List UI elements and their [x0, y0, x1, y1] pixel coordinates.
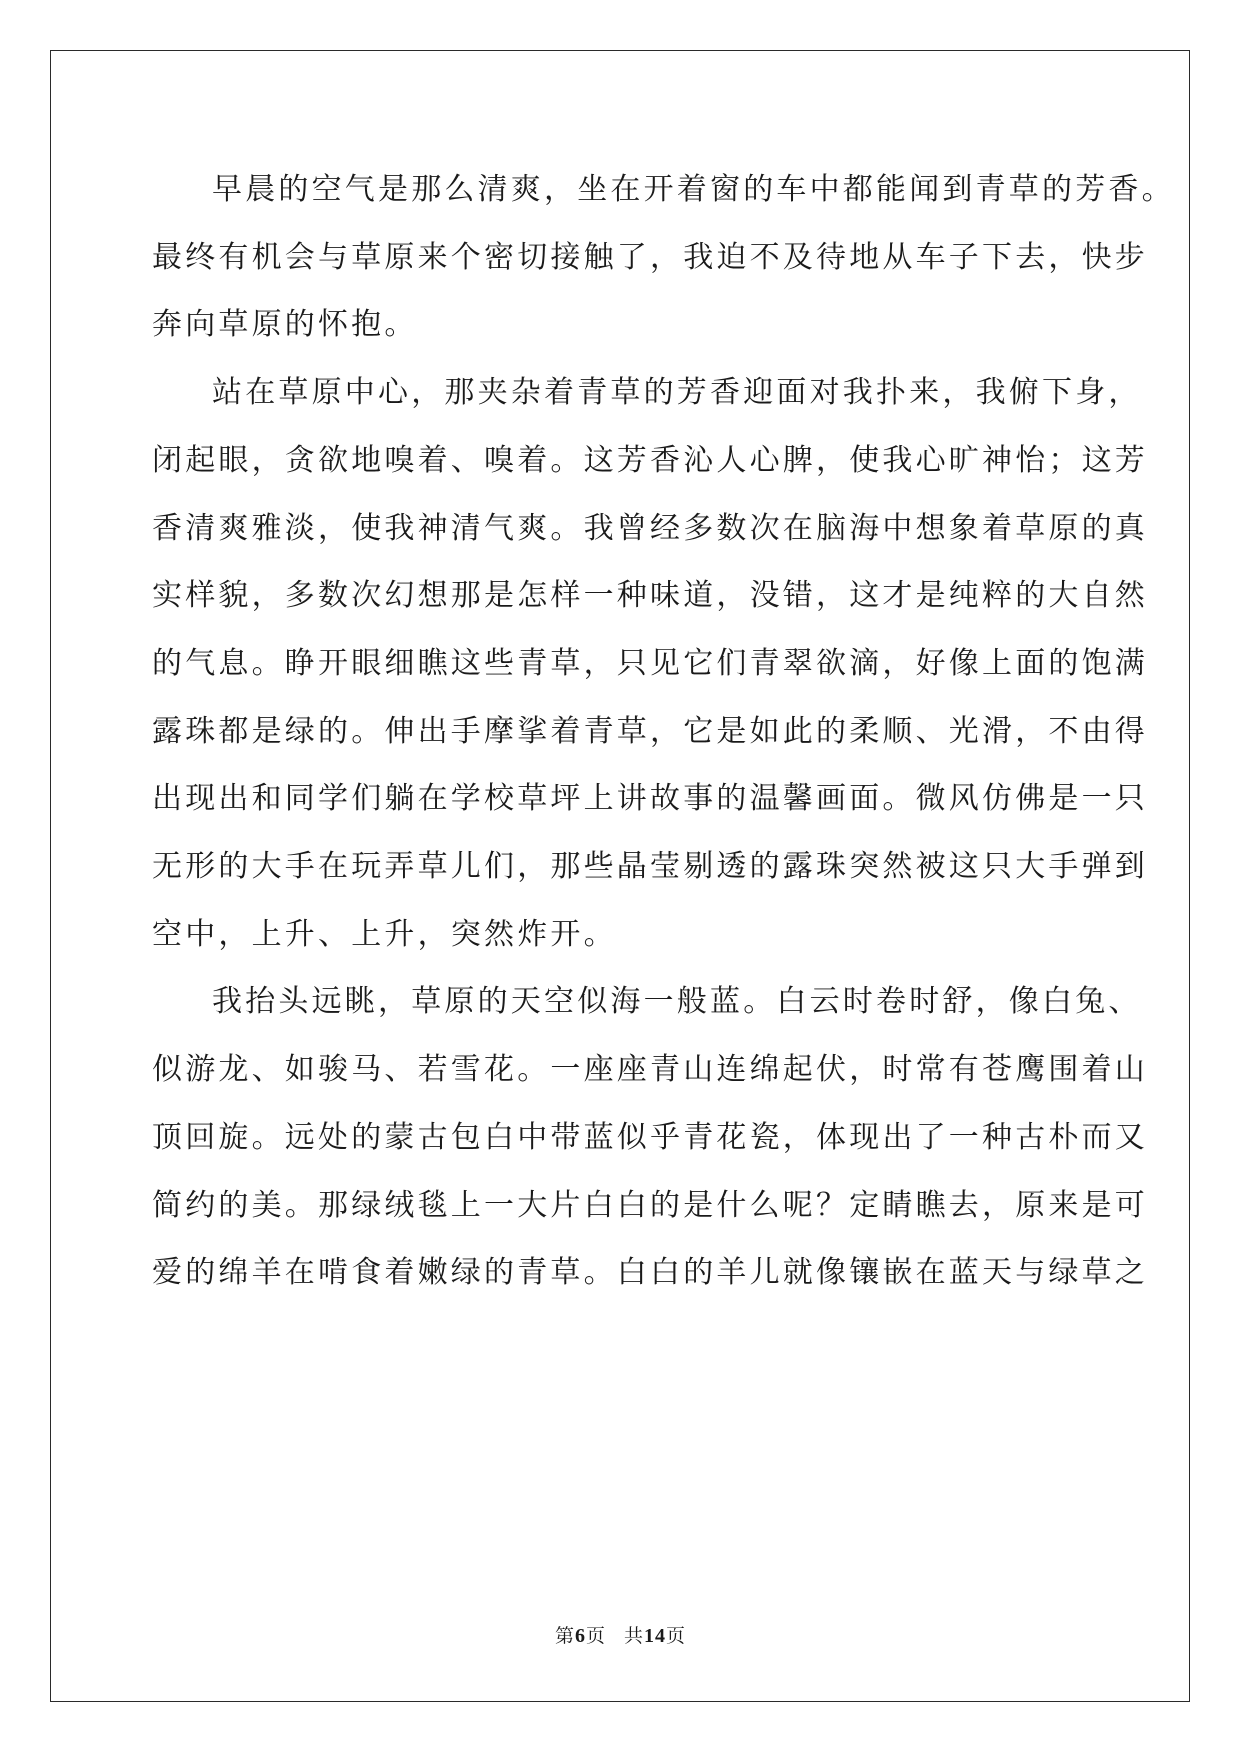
total-pages-number: 14	[644, 1625, 667, 1647]
footer-total-prefix: 共	[624, 1625, 645, 1647]
text-line: 简约的美。那绿绒毯上一大片白白的是什么呢？定睛瞧去，原来是可	[152, 1187, 1148, 1223]
text-line: 似游龙、如骏马、若雪花。一座座青山连绵起伏，时常有苍鹰围着山	[152, 1052, 1148, 1088]
text-line: 最终有机会与草原来个密切接触了，我迫不及待地从车子下去，快步	[152, 239, 1148, 275]
text-line: 闭起眼，贪欲地嗅着、嗅着。这芳香沁人心脾，使我心旷神怡；这芳	[152, 442, 1148, 478]
text-line: 站在草原中心，那夹杂着青草的芳香迎面对我扑来，我俯下身，	[212, 375, 1142, 411]
paragraph-2	[152, 359, 1148, 968]
text-line: 爱的绵羊在啃食着嫩绿的青草。白白的羊儿就像镶嵌在蓝天与绿草之	[152, 1255, 1148, 1291]
text-line: 露珠都是绿的。伸出手摩挲着青草，它是如此的柔顺、光滑，不由得	[152, 713, 1148, 749]
text-line: 实样貌，多数次幻想那是怎样一种味道，没错，这才是纯粹的大自然	[152, 578, 1148, 614]
footer-page-word: 页	[585, 1625, 606, 1647]
text-line: 我抬头远眺，草原的天空似海一般蓝。白云时卷时舒，像白兔、	[212, 984, 1142, 1020]
text-line: 无形的大手在玩弄草儿们，那些晶莹剔透的露珠突然被这只大手弹到	[152, 849, 1148, 885]
text-line: 空中，上升、上升，突然炸开。	[152, 916, 617, 952]
text-line: 的气息。睁开眼细瞧这些青草，只见它们青翠欲滴，好像上面的饱满	[152, 645, 1148, 681]
document-body	[152, 156, 1175, 1307]
footer-prefix: 第	[554, 1625, 575, 1647]
text-line: 奔向草原的怀抱。	[152, 307, 418, 343]
text-line: 早晨的空气是那么清爽，坐在开着窗的车中都能闻到青草的芳香。	[212, 172, 1175, 207]
page-footer	[0, 1621, 1241, 1648]
text-line: 出现出和同学们躺在学校草坪上讲故事的温馨画面。微风仿佛是一只	[152, 781, 1148, 817]
paragraph-3	[152, 968, 1148, 1307]
current-page-number: 6	[574, 1625, 586, 1647]
text-line: 顶回旋。远处的蒙古包白中带蓝似乎青花瓷，体现出了一种古朴而又	[152, 1119, 1148, 1155]
footer-total-suffix: 页	[666, 1625, 687, 1647]
paragraph-1	[152, 156, 1175, 359]
text-line: 香清爽雅淡，使我神清气爽。我曾经多数次在脑海中想象着草原的真	[152, 510, 1148, 546]
